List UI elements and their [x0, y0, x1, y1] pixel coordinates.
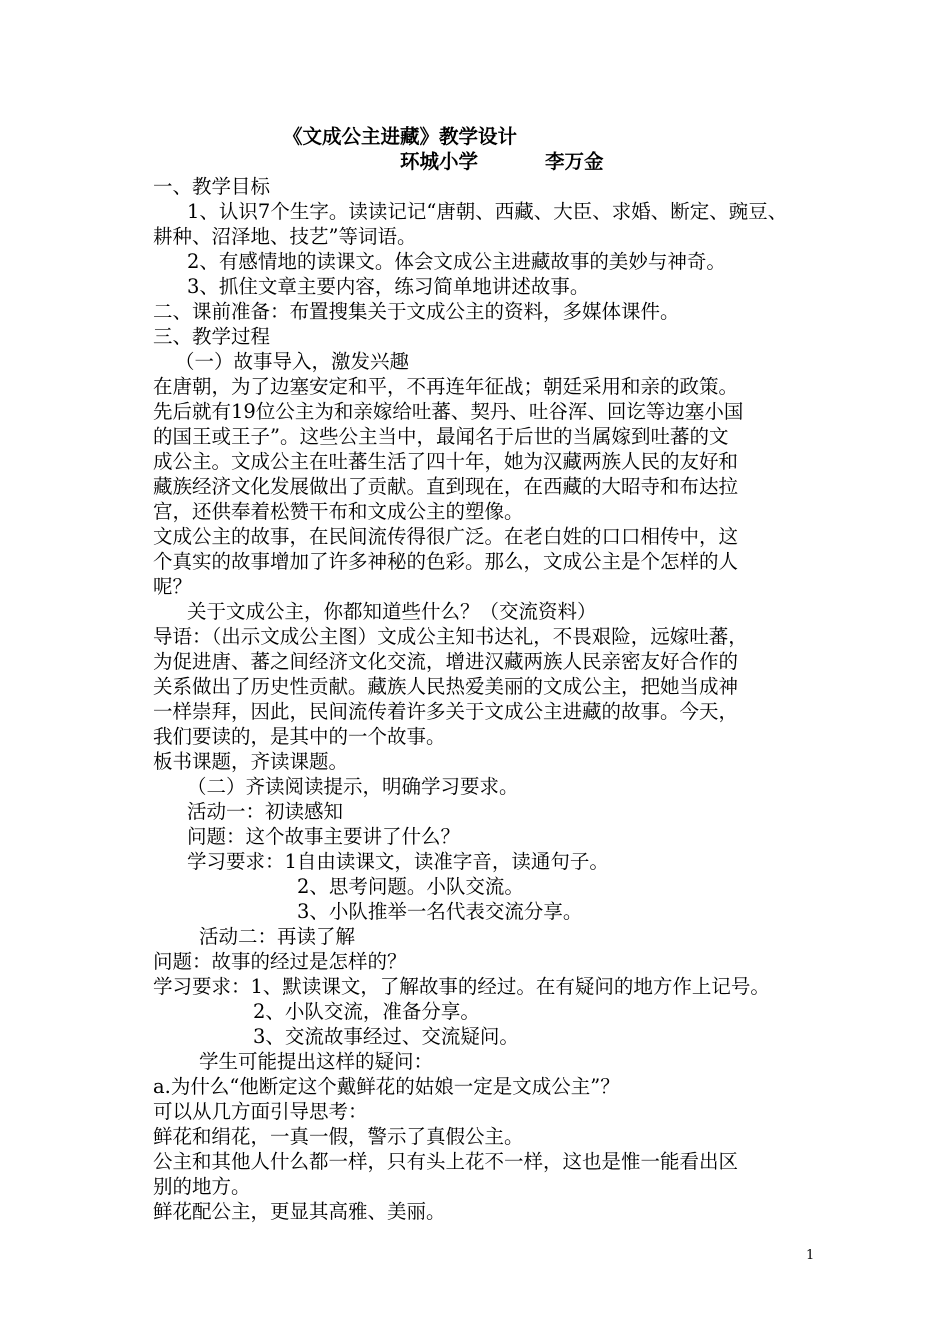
paragraph-line: 问题：这个故事主要讲了什么？ [187, 825, 461, 848]
paragraph-line: 3、抓住文章主要内容，练习简单地讲述故事。 [187, 275, 590, 298]
paragraph-line: 先后就有19位公主为和亲嫁给吐蕃、契丹、吐谷浑、回讫等边塞小国 [153, 400, 744, 423]
subheading-intro: （一）故事导入，激发兴趣 [175, 350, 410, 373]
paragraph-line: 公主和其他人什么都一样，只有头上花不一样，这也是惟一能看出区 [153, 1150, 739, 1173]
paragraph-line: 耕种、沼泽地、技艺”等词语。 [153, 225, 417, 248]
paragraph-line: 成公主。文成公主在吐蕃生活了四十年，她为汉藏两族人民的友好和 [153, 450, 739, 473]
paragraph-line: 为促进唐、蕃之间经济文化交流，增进汉藏两族人民亲密友好合作的 [153, 650, 739, 673]
activity-two: 活动二：再读了解 [199, 925, 356, 948]
page-number: 1 [806, 1248, 815, 1263]
activity-one: 活动一：初读感知 [187, 800, 344, 823]
paragraph-line: 学生可能提出这样的疑问： [199, 1050, 434, 1073]
paragraph-line: 板书课题，齐读课题。 [153, 750, 349, 773]
heading-preparation: 二、课前准备：布置搜集关于文成公主的资料，多媒体课件。 [153, 300, 680, 323]
paragraph-line: 2、小队交流，准备分享。 [253, 1000, 480, 1023]
paragraph-line: 文成公主的故事，在民间流传得很广泛。在老白姓的口口相传中，这 [153, 525, 739, 548]
paragraph-line: 呢？ [153, 575, 193, 598]
paragraph-line: 问题：故事的经过是怎样的？ [153, 950, 407, 973]
doc-title: 《文成公主进藏》教学设计 [283, 125, 518, 148]
heading-goals: 一、教学目标 [153, 175, 271, 198]
paragraph-line: 我们要读的，是其中的一个故事。 [153, 725, 446, 748]
paragraph-line: 的国王或王子”。这些公主当中，最闻名于后世的当属嫁到吐蕃的文 [153, 425, 729, 448]
paragraph-line: 学习要求：1自由读课文，读准字音，读通句子。 [187, 850, 609, 873]
paragraph-line: 2、思考问题。小队交流。 [297, 875, 524, 898]
paragraph-line: 可以从几方面引导思考： [153, 1100, 368, 1123]
byline-school: 环城小学 [400, 150, 479, 173]
paragraph-line: 1、认识7个生字。读读记记“唐朝、西藏、大臣、求婚、断定、豌豆、 [187, 200, 788, 223]
paragraph-line: 学习要求：1、默读课文，了解故事的经过。在有疑问的地方作上记号。 [153, 975, 770, 998]
paragraph-line: 3、小队推举一名代表交流分享。 [297, 900, 583, 923]
paragraph-line: 关于文成公主，你都知道些什么？（交流资料） [187, 600, 597, 623]
heading-process: 三、教学过程 [153, 325, 271, 348]
paragraph-line: 一样崇拜，因此，民间流传着许多关于文成公主进藏的故事。今天， [153, 700, 739, 723]
paragraph-line: 关系做出了历史性贡献。藏族人民热爱美丽的文成公主，把她当成神 [153, 675, 739, 698]
paragraph-line: 2、有感情地的读课文。体会文成公主进藏故事的美妙与神奇。 [187, 250, 726, 273]
paragraph-line: 鲜花和绢花，一真一假，警示了真假公主。 [153, 1125, 524, 1148]
paragraph-line: 在唐朝，为了边塞安定和平，不再连年征战；朝廷采用和亲的政策。 [153, 375, 739, 398]
paragraph-line: 别的地方。 [153, 1175, 251, 1198]
paragraph-line: 藏族经济文化发展做出了贡献。直到现在，在西藏的大昭寺和布达拉 [153, 475, 739, 498]
paragraph-line: 3、交流故事经过、交流疑问。 [253, 1025, 519, 1048]
paragraph-line: 个真实的故事增加了许多神秘的色彩。那么，文成公主是个怎样的人 [153, 550, 739, 573]
paragraph-line: 导语：（出示文成公主图）文成公主知书达礼，不畏艰险，远嫁吐蕃， [153, 625, 748, 648]
paragraph-line: 鲜花配公主，更显其高雅、美丽。 [153, 1200, 446, 1223]
byline-author: 李万金 [545, 150, 604, 173]
paragraph-line: 宫，还供奉着松赞干布和文成公主的塑像。 [153, 500, 524, 523]
paragraph-line: a.为什么“他断定这个戴鲜花的姑娘一定是文成公主”？ [153, 1075, 620, 1098]
subheading-reading: （二）齐读阅读提示，明确学习要求。 [187, 775, 519, 798]
